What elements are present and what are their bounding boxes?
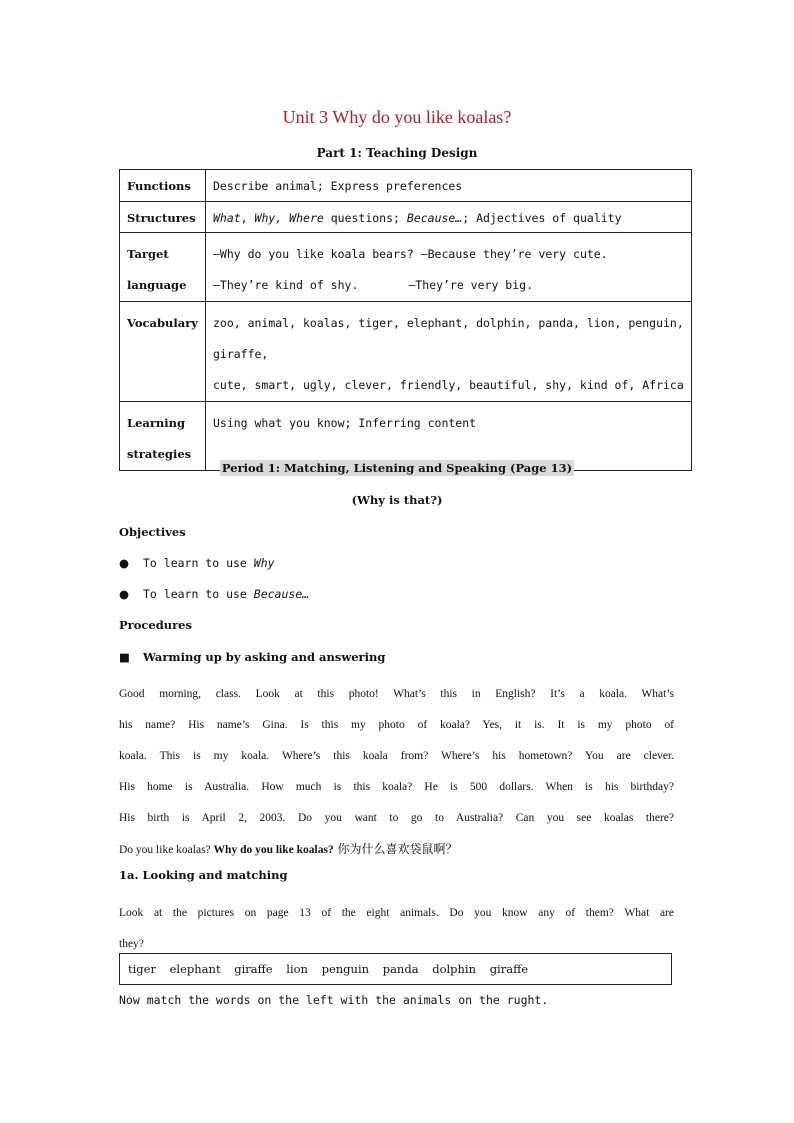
target-line [213,239,684,270]
paragraph-line: His home is Australia. How much is this koala? He is 500 dollars. When is his birthday? [119,781,674,793]
structures-where: Where [289,211,324,225]
objective-word: Why [253,556,275,570]
word-item: lion [286,962,308,976]
table-row [120,202,692,233]
section-1a-heading: 1a. Looking and matching [119,868,288,882]
page-title: Unit 3 Why do you like koalas? [282,107,512,127]
target-line [213,270,684,301]
structures-end: ; Adjectives of quality [462,211,622,225]
matching-instruction: Now match the words on the left with the animals on the rught. [119,993,549,1007]
word-item: penguin [321,962,370,976]
objective-prefix: To learn to use [143,556,254,570]
paragraph-line: koala. This is my koala. Where’s this koala from? Where’s his hometown? You are clever. [119,750,674,762]
objective-item [119,587,309,601]
paragraph-line: his name? His name’s Gina. Is this my photo of koala? Yes, it is. It is my photo of [119,719,674,731]
vocab-line: giraffe, [212,347,269,361]
target-language-value [205,233,691,302]
functions-label: Functions [120,170,206,202]
paragraph-line: His birth is April 2, 2003. Do you want to go to Australia? Can you see koalas there? [119,812,674,824]
functions-value: Describe animal; Express preferences [205,170,691,202]
learning-label-line: strategies [127,447,192,461]
structures-what: What [212,211,241,225]
word-item: dolphin [432,962,477,976]
learning-label-line: Learning [127,416,186,430]
structures-label: Structures [120,202,206,233]
teaching-design-table [119,169,692,471]
square-bullet-icon: ■ [119,650,130,664]
objective-item [119,556,275,570]
target-label-line: language [127,278,187,292]
paragraph-line [119,834,674,866]
warming-last-prefix: Do you like koalas? [119,844,214,856]
objectives-heading: Objectives [119,525,186,539]
warming-heading [119,650,385,664]
learning-strategies-value: Using what you know; Inferring content [205,402,691,471]
vocab-line: zoo, animal, koalas, tiger, elephant, dolphin, panda, lion, penguin, [212,316,684,330]
vocabulary-value [205,302,691,402]
paragraph-line: they? [119,938,144,950]
structures-why: Why, [254,211,283,225]
section-1a-paragraph [119,898,674,960]
warming-paragraph [119,679,674,866]
word-item: elephant [169,962,221,976]
paragraph-line: Look at the pictures on page 13 of the eight animals. Do you know any of them? What are [119,907,674,919]
period-subheading: (Why is that?) [351,493,443,507]
warming-heading-text: Warming up by asking and answering [143,650,386,664]
bullet-icon: ● [119,556,130,570]
warming-last-bold: Why do you like koalas? [213,844,334,856]
objective-word: Because… [253,587,310,601]
word-item: tiger [128,962,156,976]
period-heading-text: Period 1: Matching, Listening and Speaking (Page 13) [221,461,573,475]
bullet-icon: ● [119,587,130,601]
procedures-heading: Procedures [119,618,192,632]
objective-prefix: To learn to use [143,587,254,601]
target-line-1b: —Because they’re very cute. [420,247,608,261]
warming-last-chinese: 你为什么喜欢袋鼠啊？ [333,842,458,856]
word-item: giraffe [234,962,273,976]
animal-word-box [119,953,672,985]
target-line-1a: —Why do you like koala bears? [212,247,414,261]
table-row [120,302,692,402]
structures-mid: questions; [323,211,407,225]
table-row [120,170,692,202]
paragraph-line: Good morning, class. Look at this photo! What’s this in English? It’s a koala. What’s [119,688,674,700]
word-item: panda [382,962,419,976]
target-line-2b: —They’re very big. [408,278,533,292]
vocabulary-label: Vocabulary [120,302,206,402]
target-language-label [120,233,206,302]
vocab-line: cute, smart, ugly, clever, friendly, beautiful, shy, kind of, Africa [212,378,684,392]
structures-because: Because… [406,211,463,225]
word-item: giraffe [489,962,529,976]
structures-value: What, Why, Where questions; Because…; Adjectives of quality [205,202,691,233]
part-subtitle: Part 1: Teaching Design [316,146,478,160]
target-label-line: Target [127,247,169,261]
table-row [120,233,692,302]
period-heading [0,461,794,475]
target-line-2a: —They’re kind of shy. [212,278,359,292]
